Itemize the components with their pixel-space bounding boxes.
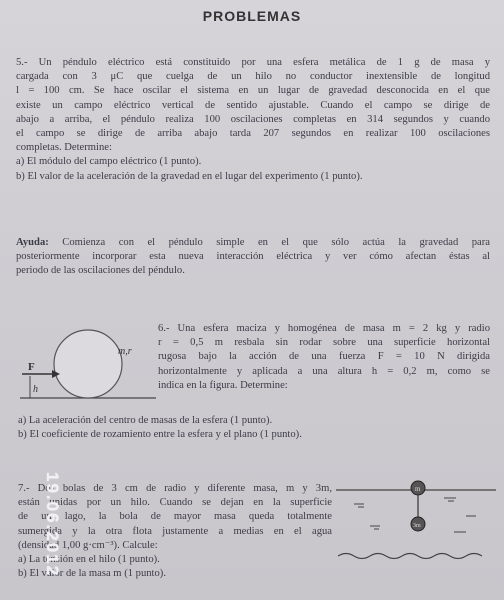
problem-6-item-b: b) El coeficiente de rozamiento entre la esfera y el plano (1 punto).: [18, 429, 302, 441]
help-line: [16, 236, 490, 250]
ball-label-3m: 3m: [413, 523, 421, 529]
problem-7: [18, 482, 332, 581]
problem-6-item-a: a) La aceleración del centro de masas de la esfera (1 punto).: [18, 415, 273, 426]
sphere-figure: [18, 326, 158, 408]
problem-7-line: 7.- Dos bolas de 3 cm de radio y diferente masa, m y 3m,: [18, 483, 332, 494]
help-label: Ayuda:: [16, 237, 49, 248]
height-label: h: [33, 384, 38, 395]
problem-5-item-b: b) El valor de la aceleración de la gravedad en el lugar del experimento (1 punto).: [16, 170, 363, 182]
problem-6-line: indica en la figura. Determine:: [158, 379, 288, 391]
problem-7-item-a: a) La tensión en el hilo (1 punto).: [18, 554, 160, 566]
problem-6-line: r = 0,5 m resbala sin rodar sobre una superficie horizontal: [158, 337, 490, 349]
ball-label-m: m: [415, 485, 421, 493]
help-line: periodo de las oscilaciones del péndulo.: [16, 265, 185, 277]
problem-7-line: de un lago, la bola de mayor masa queda totalmente: [18, 511, 332, 523]
problem-6-line: rugosa bajo la acción de una fuerza F = 10 N dirigida: [158, 351, 490, 363]
help-note: [16, 236, 490, 279]
problem-6-line: 6.- Una esfera maciza y homogénea de masa m = 2 kg y radio: [158, 323, 490, 334]
problem-5-line: abajo a arriba, el péndulo realiza 100 oscilaciones completas en 314 segundos y cuando: [16, 113, 490, 125]
lake-figure: [334, 476, 498, 566]
problem-5-line: l = 100 cm. Se hace oscilar el sistema en un lugar de gravedad desconocida en el que: [16, 85, 490, 97]
water-mark: [354, 504, 364, 507]
force-label: F: [28, 361, 35, 373]
problem-7-item-b: b) El valor de la masa m (1 punto).: [18, 568, 166, 580]
problem-5-item-a: a) El módulo del campo eléctrico (1 punto).: [16, 156, 202, 168]
problem-6-line: horizontalmente y aplicada a una altura h = 0,2 m, como se: [158, 365, 490, 377]
problem-5-line: cargada con 3 μC que cuelga de un hilo no conductor inextensible de longitud: [16, 71, 490, 83]
problem-5: [16, 56, 490, 184]
problem-6-items: [18, 414, 488, 442]
problem-5-line: el campo se dirige de arriba abajo tarda 207 segundos en realizar 100 oscilaciones: [16, 128, 490, 140]
problem-7-line: sumergida y la otra flota justamente a medias en el agua: [18, 525, 332, 537]
help-line: posteriormente incorporar esta nueva interacción eléctrica y ver cómo afectan éstas al: [16, 251, 490, 263]
problem-7-line: están unidas por un hilo. Cuando se dejan en la superficie: [18, 497, 332, 509]
problem-5-line: 5.- Un péndulo eléctrico está constituido por una esfera metálica de 1 g de masa y: [16, 57, 490, 68]
help-text: Comienza con el péndulo simple en el que sólo actúa la gravedad para: [62, 237, 490, 248]
sphere: [54, 330, 122, 398]
problem-5-line: existe un campo eléctrico vertical de sentido ajustable. Cuando el campo se dirige de: [16, 99, 490, 111]
lake-bottom-wave: [338, 554, 482, 559]
page-title: PROBLEMAS: [202, 8, 302, 24]
date-stamp: 19.06.2012: [43, 472, 62, 578]
problem-6: [158, 322, 490, 393]
problem-5-line: completas. Determine:: [16, 142, 112, 154]
problem-7-line: (densidad 1,00 g·cm⁻³). Calcule:: [18, 539, 158, 551]
water-mark: [370, 526, 380, 529]
water-mark: [444, 498, 456, 501]
mass-radius-label: m,r: [118, 346, 132, 357]
